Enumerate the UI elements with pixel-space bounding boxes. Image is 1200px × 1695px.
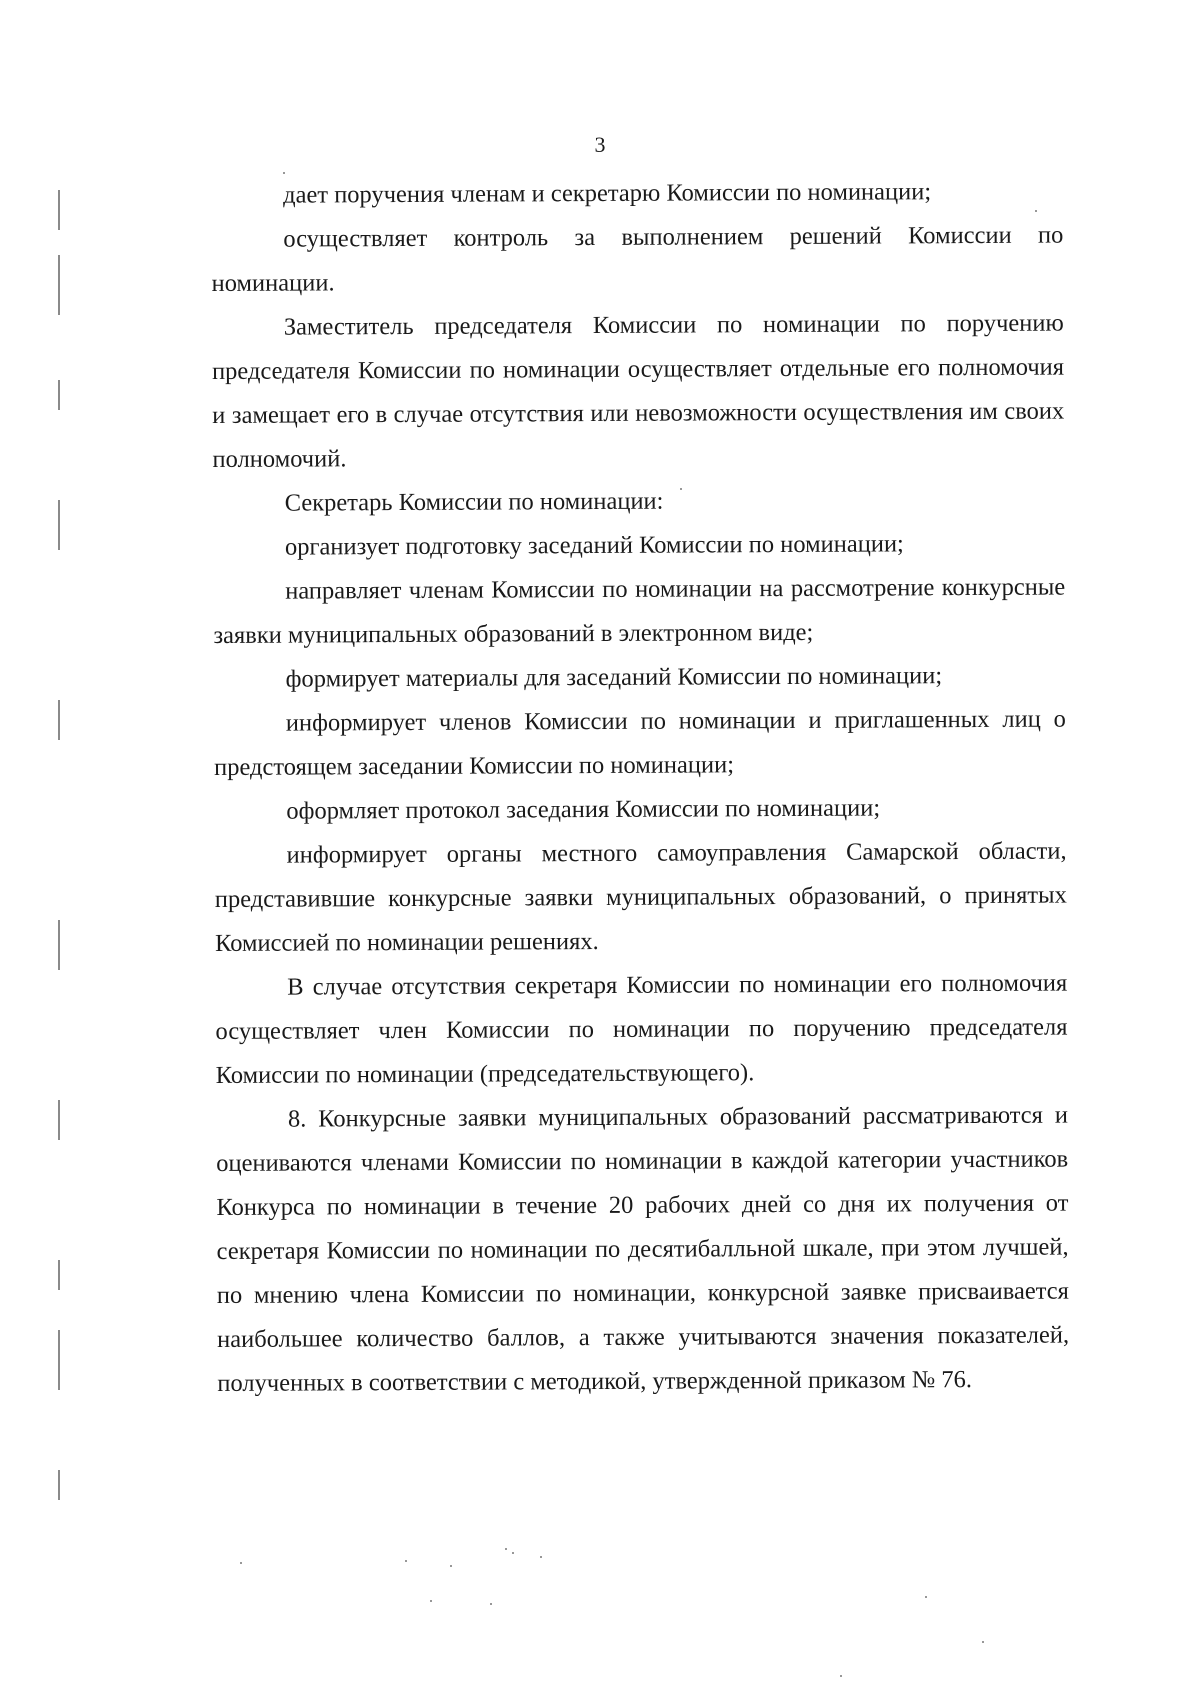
scan-dust <box>430 1600 432 1602</box>
scan-dust <box>405 1560 407 1562</box>
scan-dust <box>1035 210 1037 212</box>
paragraph: информирует членов Комиссии по номинации и приглашенных лиц о предстоящем заседании Комиссии по номинации; <box>214 705 1066 781</box>
scan-margin-mark <box>58 700 60 740</box>
scan-margin-mark <box>58 1100 60 1140</box>
scan-dust <box>450 1565 452 1567</box>
paragraph: осуществляет контроль за выполнением решений Комиссии по номинации. <box>211 221 1064 297</box>
scan-dust <box>490 1603 492 1605</box>
scan-margin-mark <box>58 920 60 970</box>
page-number: 3 <box>594 132 606 157</box>
paragraph: формирует материалы для заседаний Комиссии по номинации; <box>285 662 943 693</box>
scan-margin-mark <box>58 1330 60 1390</box>
scan-margin-mark <box>58 1260 60 1290</box>
paragraph: информирует органы местного самоуправления Самарской области, представившие конкурсные заявки муниципальных образований, о принятых Комиссией по номинации решениях. <box>214 837 1067 957</box>
scan-dust <box>680 488 682 490</box>
scan-dust <box>982 1641 984 1643</box>
paragraph: организует подготовку заседаний Комиссии по номинации; <box>284 530 904 561</box>
scan-margin-mark <box>58 380 60 410</box>
paragraph: Секретарь Комиссии по номинации: <box>284 487 664 517</box>
scan-dust <box>840 1675 842 1677</box>
paragraph: направляет членам Комиссии по номинации на рассмотрение конкурсные заявки муниципальных образований в электронном виде; <box>213 573 1066 649</box>
scan-dust <box>505 1548 507 1550</box>
paragraph: оформляет протокол заседания Комиссии по номинации; <box>286 794 881 825</box>
paragraph: дает поручения членам и секретарю Комиссии по номинации; <box>283 178 932 209</box>
paragraph: В случае отсутствия секретаря Комиссии по номинации его полномочия осуществляет член Комиссии по номинации по поручению председателя Комиссии по номинации (председательствующего). <box>215 969 1068 1089</box>
paragraph: 8. Конкурсные заявки муниципальных образований рассматриваются и оцениваются членами Комиссии по номинации в каждой категории участников Конкурса по номинации в течение 20 рабочих дней со дня их получения от секретаря Комиссии по номинации по десятибалльной шкале, при этом лучшей, по мнению члена Комиссии по номинации, конкурсной заявке присваивается наибольшее количество баллов, а также учитываются значения показателей, полученных в соответствии с методикой, утвержденной приказом № 76. <box>216 1101 1070 1397</box>
scan-dust <box>283 172 285 174</box>
scan-margin-mark <box>58 1470 60 1500</box>
scan-margin-mark <box>58 255 60 315</box>
scan-dust <box>240 1562 242 1564</box>
paragraph: Заместитель председателя Комиссии по номинации по поручению председателя Комиссии по номинации осуществляет отдельные его полномочия и замещает его в случае отсутствия или невозможности осуществления им своих полномочий. <box>211 309 1065 473</box>
scan-dust <box>512 1552 514 1554</box>
scan-dust <box>540 1556 542 1558</box>
document-body <box>211 170 1069 1406</box>
scan-dust <box>925 1596 927 1598</box>
scan-margin-mark <box>58 190 60 230</box>
scan-margin-mark <box>58 500 60 550</box>
